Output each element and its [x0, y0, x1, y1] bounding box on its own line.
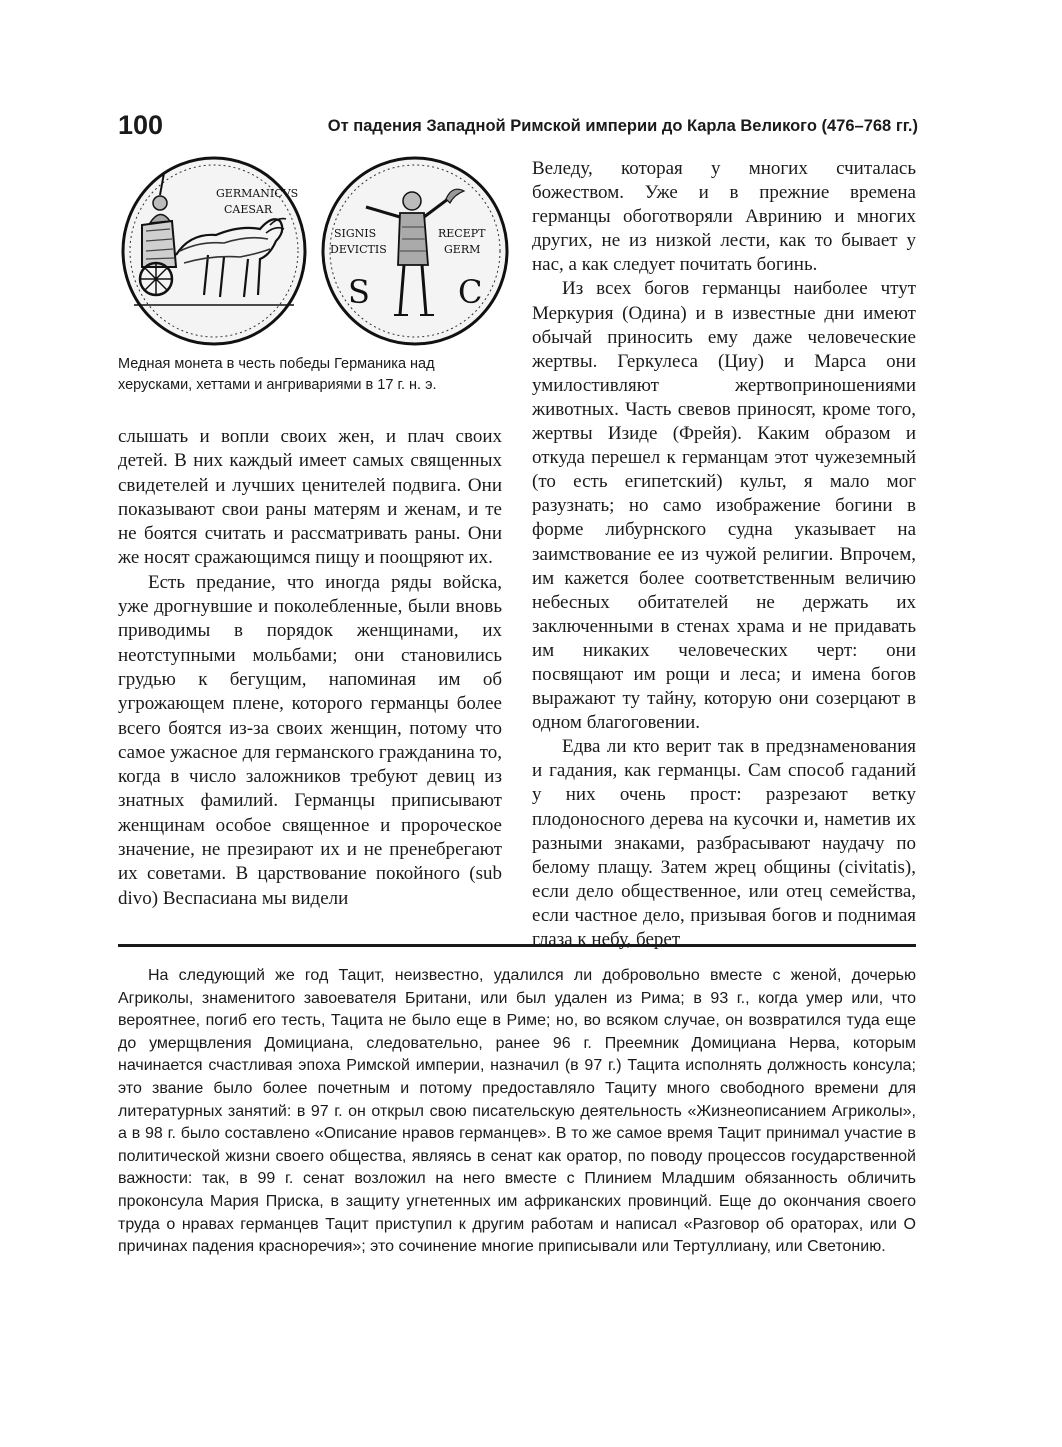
- running-head: От падения Западной Римской империи до Карла Великого (476–768 гг.): [327, 117, 918, 135]
- paragraph: слышать и вопли своих жен, и плач своих детей. В них каждый имеет самых священных свидетелей и лучших ценителей подвига. Они показывают свои раны матерям и женам, и те не боятся считать и рассматривать раны. Они же носят сражающимся пищу и поощряют их.: [118, 426, 502, 569]
- page-header: [118, 110, 918, 150]
- coin-legend-recept: RECEPT: [438, 227, 486, 240]
- coin-figure: [118, 155, 510, 396]
- paragraph: Есть предание, что иногда ряды войска, уже дрогнувшие и поколебленные, были вновь приводимы в порядок женщинами, их неотступными мольбами; они становились грудью к бегущим, напоминая им об угрожающем плене, которого германцы более всего боятся из-за своих женщин, потому что самое ужасное для германского гражданина то, когда в число заложников требуют девиц из знатных фамилий. Германцы приписывают женщинам особое священное и пророческое значение, не презирают их и не пренебрегают их советами. В царствование покойного (sub divo) Веспасиана мы видели: [118, 571, 502, 909]
- paragraph: Едва ли кто верит так в предзнаменования и гадания, как германцы. Сам способ гаданий у них очень прост: разрезают ветку плодоносного дерева на кусочки и, наметив их разными знаками, разбрасывают наудачу по белому плащу. Затем жрец общины (civitatis), если дело общественное, или отец семейства, если частное дело, призывая богов и поднимая глаза к небу, берет: [532, 736, 916, 950]
- footnote-divider: [118, 944, 916, 947]
- paragraph: Из всех богов германцы наиболее чтут Меркурия (Одина) и в известные дни имеют обычай приносить ему даже человеческие жертвы. Геркулеса (Циу) и Марса они умилостивляют жертвоприношениями животных. Часть свевов приносят, кроме того, жертвы Изиде (Фрейя). Каким образом и откуда перешел к германцам этот чужеземный (то есть египетский) культ, я мало мог разузнать; но само изображение богини в форме либурнского судна указывает на заимствование ее из чужой религии. Впрочем, им кажется более соответственным величию небесных обитателей не держать их заключенными в стенах храма и не придавать им никаких человеческих черт: они посвящают им рощи и леса; и имена богов выражают ту тайну, которую они созерцают в одном благоговении.: [532, 278, 916, 734]
- coin-reverse-image: [320, 155, 510, 347]
- paragraph: Веледу, которая у многих считалась божеством. Уже и в прежние времена германцы обоготворяли Авринию и многих других, не из низкой лести, как то бывает у нас, а как следует почитать богинь.: [532, 158, 916, 276]
- coin-letter-s: S: [348, 273, 370, 311]
- coin-legend-signis: SIGNIS: [334, 227, 377, 240]
- page-number: 100: [118, 110, 164, 140]
- left-column: [118, 425, 502, 911]
- coin-illustrations: [118, 155, 510, 350]
- coin-legend-devictis: DEVICTIS: [330, 243, 387, 256]
- coin-legend-germ: GERM: [444, 243, 481, 256]
- coin-letter-c: C: [458, 273, 483, 311]
- footnote: На следующий же год Тацит, неизвестно, удалился ли добровольно вместе с женой, дочерью Агриколы, знаменитого завоевателя Британи, или был удален из Рима; в 93 г., когда умер или, что вероятнее, погиб его тесть, Тацита не было еще в Риме; но, во всяком случае, он возвратился туда еще до умерщвления Домициана, следовательно, ранее 96 г. Преемник Домициана Нерва, которым начинается счастливая эпоха Римской империи, назначил (в 97 г.) Тацита исполнять должность консула; это звание было более почетным и потому предоставляло Тациту много свободного времени для литературных занятий: в 97 г. он открыл свою писательскую деятельность «Жизнеописанием Агриколы», а в 98 г. было составлено «Описание нравов германцев». В то же самое время Тацит принимал участие в политической жизни своего общества, являясь в сенат как оратор, по поводу процессов государственной важности: так, в 99 г. сенат возложил на него вместе с Плинием Младшим обязанность обличить проконсула Мария Приска, в защиту угнетенных им африканских провинций. Еще до окончания своего труда о нравах германцев Тацит приступил к другим работам и написал «Разговор об ораторах, или О причинах падения красноречия»; это сочинение многие приписывали или Тертуллиану, или Светонию.: [118, 967, 916, 1256]
- coin-legend-caesar: CAESAR: [224, 203, 273, 216]
- right-column: [532, 157, 916, 952]
- figure-caption: Медная монета в честь победы Германика над херусками, хеттами и ангривариями в 17 г. н. э.: [118, 356, 437, 393]
- coin-legend-germanicus: GERMANICVS: [216, 187, 299, 200]
- coin-obverse-image: [120, 155, 308, 347]
